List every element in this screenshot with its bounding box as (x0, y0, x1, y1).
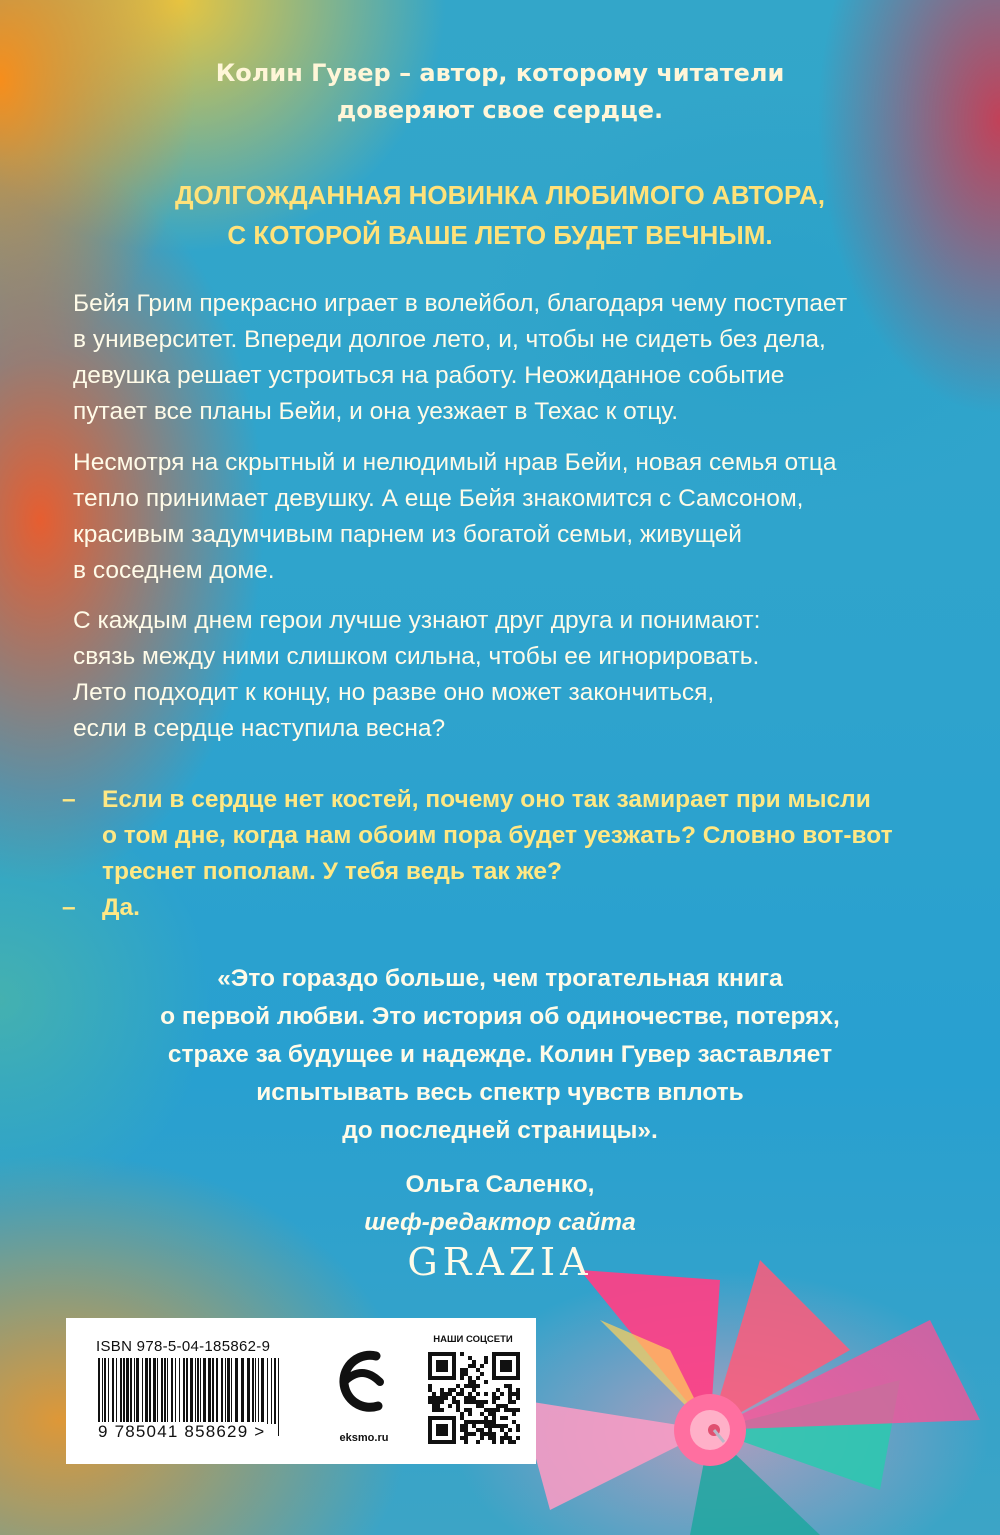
quote-line: до последней страницы». (342, 1117, 658, 1144)
qr-module (428, 1384, 432, 1388)
barcode-bar (171, 1358, 173, 1424)
qr-module (508, 1396, 512, 1400)
qr-module (500, 1392, 504, 1396)
qr-module (468, 1420, 472, 1424)
barcode-bar (126, 1358, 129, 1424)
qr-module (480, 1364, 484, 1368)
qr-module (440, 1388, 444, 1392)
barcode-bar (161, 1358, 163, 1424)
qr-module (496, 1396, 500, 1400)
qr-module (516, 1388, 520, 1392)
headline-line: С КОТОРОЙ ВАШЕ ЛЕТО БУДЕТ ВЕЧНЫМ. (227, 220, 773, 250)
qr-module (460, 1412, 464, 1416)
barcode-bar (145, 1358, 148, 1424)
synopsis-paragraph-3 (73, 603, 953, 747)
qr-module (484, 1420, 488, 1424)
headline (100, 175, 900, 255)
dialogue-dash: – (62, 786, 76, 813)
qr-module (496, 1408, 500, 1412)
qr-module (468, 1364, 472, 1368)
barcode-bar (136, 1358, 139, 1424)
qr-module (504, 1384, 508, 1388)
qr-module (468, 1384, 472, 1388)
qr-module (456, 1400, 460, 1404)
barcode-bar (231, 1358, 232, 1424)
qr-module (492, 1420, 496, 1424)
qr-module (496, 1424, 500, 1428)
qr-module (492, 1416, 496, 1420)
barcode-bar (208, 1358, 211, 1424)
qr-module (492, 1436, 496, 1440)
qr-module (476, 1420, 480, 1424)
dialogue-excerpt (62, 782, 942, 926)
qr-module (448, 1392, 452, 1396)
qr-module (512, 1412, 516, 1416)
text-line: если в сердце наступила весна? (73, 715, 446, 742)
qr-finder (436, 1360, 448, 1372)
barcode-bar (116, 1358, 117, 1424)
qr-module (480, 1412, 484, 1416)
text-line: связь между ними слишком сильна, чтобы ее игнорировать. (73, 643, 760, 670)
text-line: Лето подходит к концу, но разве оно может закончиться, (73, 679, 715, 706)
barcode-bar (197, 1358, 199, 1424)
qr-module (456, 1404, 460, 1408)
qr-module (480, 1400, 484, 1404)
qr-module (516, 1424, 520, 1428)
dialogue-line-2 (62, 890, 942, 926)
qr-module (472, 1424, 476, 1428)
qr-module (456, 1392, 460, 1396)
qr-module (432, 1408, 436, 1412)
qr-module (500, 1416, 504, 1420)
quote-author-name: Ольга Саленко, (405, 1171, 595, 1198)
qr-module (492, 1400, 496, 1404)
qr-module (484, 1392, 488, 1396)
quote-line: «Это гораздо больше, чем трогательная книга (217, 965, 783, 992)
qr-module (508, 1384, 512, 1388)
qr-module (516, 1436, 520, 1440)
barcode-bar (179, 1358, 180, 1424)
publisher-site[interactable]: eksmo.ru (339, 1432, 389, 1444)
qr-module (468, 1376, 472, 1380)
qr-module (516, 1428, 520, 1432)
synopsis-paragraph-2 (73, 445, 953, 589)
review-quote (120, 960, 880, 1150)
qr-module (472, 1364, 476, 1368)
qr-module (504, 1432, 508, 1436)
intro-tagline (100, 55, 900, 129)
qr-module (440, 1400, 444, 1404)
qr-module (476, 1440, 480, 1444)
qr-module (472, 1388, 476, 1392)
qr-module (496, 1404, 500, 1408)
qr-module (460, 1428, 464, 1432)
text-line: девушка решает устроиться на работу. Неожиданное событие (73, 362, 785, 389)
text-line: в соседнем доме. (73, 557, 275, 584)
qr-module (464, 1408, 468, 1412)
barcode-bar (120, 1358, 122, 1424)
qr-module (468, 1408, 472, 1412)
qr-module (504, 1416, 508, 1420)
qr-module (464, 1396, 468, 1400)
qr-module (504, 1408, 508, 1412)
qr-module (512, 1420, 516, 1424)
barcode-bar (203, 1358, 206, 1424)
qr-module (464, 1432, 468, 1436)
qr-module (472, 1360, 476, 1364)
barcode-bar (195, 1358, 196, 1424)
barcode-bar (183, 1358, 185, 1424)
qr-module (480, 1436, 484, 1440)
text-line: в университет. Впереди долгое лето, и, чтобы не сидеть без дела, (73, 326, 826, 353)
qr-module (496, 1388, 500, 1392)
barcode-bar (267, 1358, 268, 1424)
qr-module (428, 1396, 432, 1400)
qr-module (492, 1412, 496, 1416)
qr-module (460, 1368, 464, 1372)
qr-module (436, 1396, 440, 1400)
qr-code-icon[interactable] (428, 1352, 520, 1444)
qr-module (488, 1424, 492, 1428)
qr-module (452, 1396, 456, 1400)
qr-module (452, 1400, 456, 1404)
barcode-bar (247, 1358, 250, 1424)
qr-module (488, 1420, 492, 1424)
qr-module (456, 1408, 460, 1412)
qr-module (436, 1404, 440, 1408)
qr-module (468, 1380, 472, 1384)
text-line: красивым задумчивым парнем из богатой семьи, живущей (73, 521, 742, 548)
qr-module (480, 1432, 484, 1436)
text-line: о том дне, когда нам обоим пора будет уезжать? Словно вот-вот (102, 822, 893, 849)
barcode-bar (225, 1358, 226, 1424)
text-line: Если в сердце нет костей, почему оно так замирает при мысли (102, 786, 871, 813)
qr-module (476, 1400, 480, 1404)
barcode-bar (212, 1358, 214, 1424)
qr-module (452, 1388, 456, 1392)
qr-module (484, 1380, 488, 1384)
qr-module (476, 1428, 480, 1432)
qr-module (448, 1404, 452, 1408)
text-line: Бейя Грим прекрасно играет в волейбол, благодаря чему поступает (73, 290, 848, 317)
qr-module (488, 1436, 492, 1440)
qr-module (484, 1416, 488, 1420)
qr-module (484, 1400, 488, 1404)
qr-module (436, 1408, 440, 1412)
intro-line: доверяют свое сердце. (336, 96, 664, 124)
qr-module (484, 1408, 488, 1412)
qr-module (428, 1400, 432, 1404)
grazia-logo: GRAZIA (407, 1240, 593, 1284)
barcode-bar (227, 1358, 230, 1424)
barcode-bar (175, 1358, 176, 1424)
qr-module (508, 1436, 512, 1440)
qr-module (460, 1388, 464, 1392)
qr-module (436, 1400, 440, 1404)
quote-line: о первой любви. Это история об одиночестве, потерях, (160, 1003, 840, 1030)
headline-line: ДОЛГОЖДАННАЯ НОВИНКА ЛЮБИМОГО АВТОРА, (175, 180, 825, 210)
eksmo-logo-icon (328, 1340, 392, 1430)
qr-finder (500, 1360, 512, 1372)
qr-module (476, 1404, 480, 1408)
qr-module (468, 1356, 472, 1360)
synopsis-paragraph-1 (73, 286, 953, 430)
text-line: треснет пополам. У тебя ведь так же? (102, 858, 563, 885)
publisher-info-box (66, 1318, 536, 1464)
qr-module (460, 1392, 464, 1396)
qr-module (484, 1360, 488, 1364)
isbn-text: ISBN 978-5-04-185862-9 (96, 1338, 271, 1355)
qr-module (460, 1416, 464, 1420)
qr-module (468, 1396, 472, 1400)
qr-module (468, 1432, 472, 1436)
qr-module (464, 1436, 468, 1440)
qr-module (472, 1432, 476, 1436)
qr-module (432, 1392, 436, 1396)
qr-module (456, 1384, 460, 1388)
qr-module (508, 1392, 512, 1396)
qr-module (500, 1428, 504, 1432)
text-line: С каждым днем герои лучше узнают друг друга и понимают: (73, 607, 761, 634)
qr-module (464, 1400, 468, 1404)
intro-line: Колин Гувер – автор, которому читатели (215, 59, 785, 87)
qr-module (508, 1428, 512, 1432)
barcode-bar (164, 1358, 166, 1424)
qr-module (504, 1424, 508, 1428)
qr-module (492, 1396, 496, 1400)
qr-module (512, 1392, 516, 1396)
qr-module (508, 1408, 512, 1412)
qr-module (440, 1392, 444, 1396)
barcode-bar (186, 1358, 188, 1424)
barcode-bar (274, 1358, 276, 1424)
quote-line: испытывать весь спектр чувств вплоть (256, 1079, 744, 1106)
qr-module (464, 1420, 468, 1424)
qr-module (464, 1424, 468, 1428)
qr-module (460, 1436, 464, 1440)
qr-module (444, 1392, 448, 1396)
text-line: тепло принимает девушку. А еще Бейя знакомится с Самсоном, (73, 485, 804, 512)
qr-module (468, 1412, 472, 1416)
qr-module (488, 1412, 492, 1416)
qr-module (464, 1428, 468, 1432)
qr-module (440, 1396, 444, 1400)
barcode-bar (130, 1358, 132, 1424)
qr-module (508, 1388, 512, 1392)
qr-module (512, 1400, 516, 1404)
barcode-bar (157, 1358, 158, 1424)
qr-module (460, 1376, 464, 1380)
qr-module (516, 1396, 520, 1400)
barcode-bar (123, 1358, 125, 1424)
qr-module (444, 1396, 448, 1400)
qr-module (492, 1432, 496, 1436)
qr-module (472, 1396, 476, 1400)
qr-module (472, 1400, 476, 1404)
qr-module (464, 1368, 468, 1372)
qr-module (484, 1356, 488, 1360)
barcode-bar (221, 1358, 223, 1424)
qr-module (480, 1372, 484, 1376)
qr-module (504, 1404, 508, 1408)
barcode-bar (235, 1358, 238, 1424)
qr-module (468, 1392, 472, 1396)
qr-module (512, 1440, 516, 1444)
qr-module (508, 1400, 512, 1404)
qr-module (476, 1384, 480, 1388)
text-line: Несмотря на скрытный и нелюдимый нрав Бейи, новая семья отца (73, 449, 837, 476)
qr-module (432, 1404, 436, 1408)
qr-module (468, 1400, 472, 1404)
quote-line: страхе за будущее и надежде. Колин Гувер заставляет (167, 1041, 833, 1068)
qr-module (472, 1384, 476, 1388)
barcode-bar (142, 1358, 143, 1424)
qr-module (504, 1436, 508, 1440)
qr-module (488, 1408, 492, 1412)
qr-module (476, 1376, 480, 1380)
barcode-bar (271, 1358, 272, 1424)
qr-module (472, 1380, 476, 1384)
qr-module (472, 1420, 476, 1424)
qr-module (428, 1388, 432, 1392)
barcode-digits: 9 785041 858629 > (98, 1422, 266, 1441)
qr-module (492, 1408, 496, 1412)
qr-module (480, 1428, 484, 1432)
qr-module (464, 1372, 468, 1376)
barcode-bar (153, 1358, 156, 1424)
text-line: Да. (102, 894, 140, 921)
barcode-bar (216, 1358, 218, 1424)
qr-module (460, 1424, 464, 1428)
barcode-bar (278, 1358, 279, 1436)
quote-author-role: шеф-редактор сайта (364, 1209, 636, 1236)
qr-module (508, 1440, 512, 1444)
barcode-bar (258, 1358, 259, 1424)
qr-finder (436, 1424, 448, 1436)
qr-module (480, 1404, 484, 1408)
qr-module (476, 1392, 480, 1396)
qr-module (460, 1372, 464, 1376)
barcode-bar (200, 1358, 201, 1424)
barcode-bar (255, 1358, 256, 1424)
qr-module (500, 1404, 504, 1408)
qr-module (460, 1352, 464, 1356)
barcode-bar (241, 1358, 244, 1424)
qr-module (440, 1408, 444, 1412)
qr-module (484, 1432, 488, 1436)
qr-module (492, 1440, 496, 1444)
qr-module (516, 1392, 520, 1396)
barcode-bar (112, 1358, 114, 1424)
qr-module (492, 1392, 496, 1396)
qr-module (448, 1388, 452, 1392)
qr-module (432, 1396, 436, 1400)
qr-module (464, 1440, 468, 1444)
text-line: путает все планы Бейи, и она уезжает в Техас к отцу. (73, 398, 679, 425)
dialogue-line-1 (62, 782, 942, 890)
qr-module (480, 1420, 484, 1424)
qr-module (476, 1368, 480, 1372)
qr-module (488, 1428, 492, 1432)
qr-module (484, 1424, 488, 1428)
barcode-bar (134, 1358, 135, 1424)
barcode-bar (167, 1358, 168, 1424)
qr-module (464, 1384, 468, 1388)
social-label: НАШИ СОЦСЕТИ (433, 1334, 513, 1345)
barcode-bar (252, 1358, 254, 1424)
qr-module (492, 1424, 496, 1428)
qr-module (512, 1408, 516, 1412)
qr-module (500, 1424, 504, 1428)
qr-module (488, 1432, 492, 1436)
qr-module (500, 1436, 504, 1440)
barcode-bar (108, 1358, 109, 1424)
qr-module (432, 1400, 436, 1404)
qr-module (516, 1408, 520, 1412)
barcode-bar (261, 1358, 264, 1424)
dialogue-dash: – (62, 894, 76, 921)
qr-module (500, 1440, 504, 1444)
barcode-bar (149, 1358, 151, 1424)
